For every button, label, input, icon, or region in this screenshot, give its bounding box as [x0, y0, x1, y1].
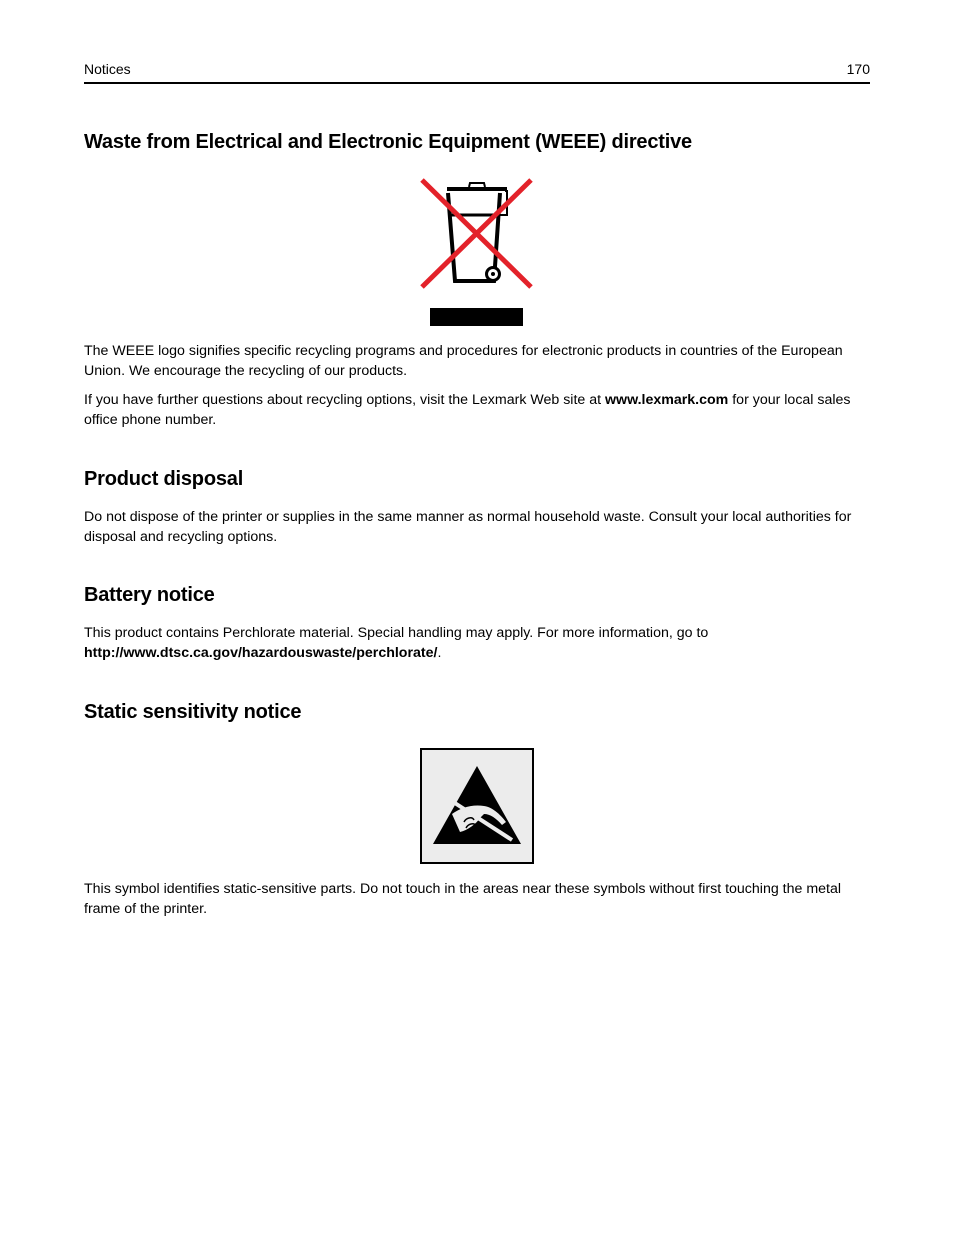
weee-heading: Waste from Electrical and Electronic Equipment (WEEE) directive [84, 131, 692, 153]
weee-paragraph-2-text-before: If you have further questions about recycling options, visit the Lexmark Web site at [84, 392, 606, 408]
perchlorate-link[interactable]: http://www.dtsc.ca.gov/hazardouswaste/perchlorate/ [84, 645, 438, 661]
weee-figure [420, 177, 533, 327]
esd-warning-icon [420, 748, 534, 864]
esd-figure [420, 748, 534, 864]
static-notice-heading: Static sensitivity notice [84, 701, 302, 723]
product-disposal-paragraph: Do not dispose of the printer or supplies in the same manner as normal household waste. Consult your local authorities for disposal and recycling options. [84, 509, 852, 545]
header-page-number: 170 [846, 61, 870, 77]
battery-notice-paragraph [84, 623, 870, 663]
battery-notice-heading: Battery notice [84, 584, 215, 606]
lexmark-website-link[interactable]: www.lexmark.com [605, 392, 729, 408]
weee-paragraph-2 [84, 390, 870, 430]
static-notice-paragraph: This symbol identifies static-sensitive parts. Do not touch in the areas near these symbols without first touching the metal frame of the printer. [84, 881, 842, 917]
product-disposal-heading: Product disposal [84, 468, 244, 490]
crossed-out-wheelie-bin-icon [420, 177, 533, 327]
battery-paragraph-text-after: . [437, 645, 442, 661]
weee-paragraph-1: The WEEE logo signifies specific recycling programs and procedures for electronic products in countries of the European Union. We encourage the recycling of our products. [84, 343, 843, 379]
running-header [84, 60, 870, 84]
weee-paragraph-2-text-after: for your local sales office phone number. [84, 392, 851, 428]
battery-paragraph-text-before: This product contains Perchlorate material. Special handling may apply. For more information, go to [84, 625, 709, 641]
header-section-name: Notices [84, 61, 131, 77]
